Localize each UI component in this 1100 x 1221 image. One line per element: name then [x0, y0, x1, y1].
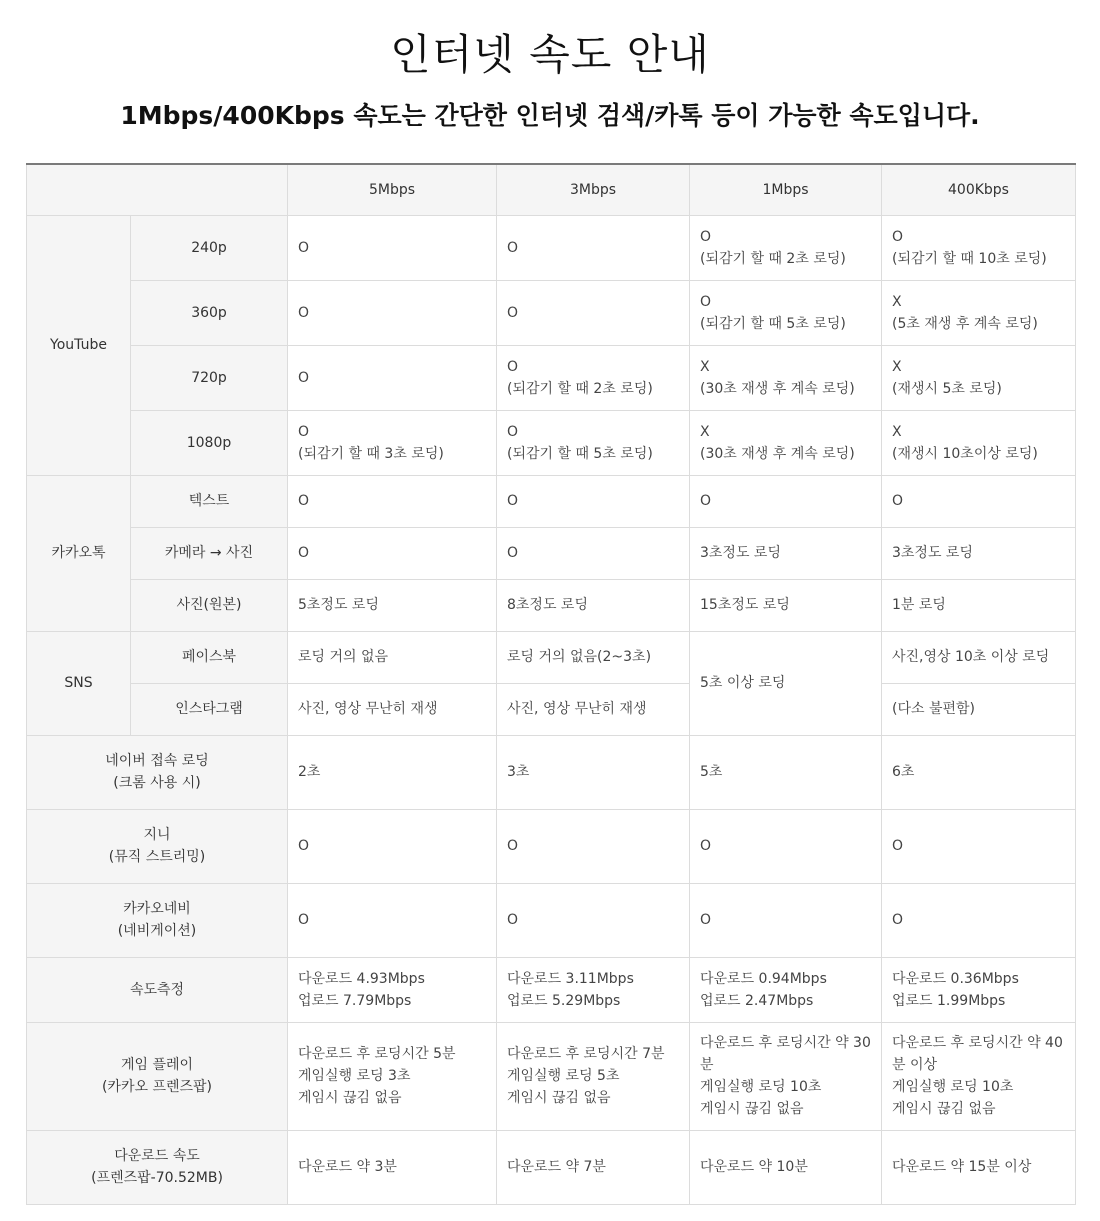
cell-text-line: 게임실행 로딩 10초: [892, 1079, 1014, 1095]
table-cell: [288, 579, 497, 631]
row-label: [27, 1130, 288, 1204]
cell-text-line: (되감기 할 때 10초 로딩): [892, 250, 1047, 267]
cell-text-line: 다운로드 0.36Mbps: [892, 970, 1019, 987]
cell-text-line: (뮤직 스트리밍): [108, 849, 206, 865]
table-cell: [690, 345, 882, 410]
table-cell: [288, 809, 497, 883]
table-cell: [690, 410, 882, 475]
cell-text-line: 15초정도 로딩: [700, 597, 790, 613]
cell-text-line: 5초 이상 로딩: [700, 675, 786, 691]
group-kakaotalk: 카카오톡: [27, 475, 131, 631]
cell-text-line: O: [298, 304, 310, 321]
cell-text-line: O: [700, 228, 712, 245]
cell-text-line: (30초 재생 후 계속 로딩): [700, 380, 855, 397]
cell-text-line: 분 이상: [892, 1057, 938, 1073]
row-label: 페이스북: [131, 631, 288, 683]
table-row: [27, 1130, 1076, 1204]
table-cell: [690, 957, 882, 1022]
row-label: 텍스트: [131, 475, 288, 527]
table-cell: [288, 957, 497, 1022]
table-cell: [690, 280, 882, 345]
cell-text-line: O: [507, 423, 519, 440]
cell-text-line: 업로드 5.29Mbps: [507, 992, 621, 1009]
cell-text-line: (되감기 할 때 2초 로딩): [700, 250, 846, 267]
table-cell: [497, 527, 690, 579]
cell-text-line: O: [700, 838, 712, 854]
cell-text-line: 다운로드 약 15분 이상: [892, 1159, 1032, 1175]
row-label: [27, 735, 288, 809]
header-1mbps: 1Mbps: [690, 164, 882, 215]
group-sns: SNS: [27, 631, 131, 735]
table-cell: [690, 809, 882, 883]
table-cell: [882, 410, 1076, 475]
table-cell: [497, 280, 690, 345]
cell-text-line: 로딩 거의 없음(2~3초): [507, 649, 652, 665]
cell-text-line: 8초정도 로딩: [507, 597, 588, 613]
table-row: [27, 280, 1076, 345]
cell-text-line: O: [700, 912, 712, 928]
table-row: [27, 809, 1076, 883]
cell-text-line: 다운로드 속도: [114, 1148, 200, 1164]
table-row: [27, 683, 1076, 735]
table-cell: [882, 475, 1076, 527]
cell-text-line: (되감기 할 때 5초 로딩): [507, 445, 653, 462]
table-row: [27, 475, 1076, 527]
cell-text-line: 다운로드 3.11Mbps: [507, 970, 634, 987]
table-cell: [497, 735, 690, 809]
cell-text-line: O: [298, 239, 310, 256]
cell-text-line: O: [700, 293, 712, 310]
table-row: [27, 883, 1076, 957]
cell-text-line: 카카오네비: [123, 901, 191, 917]
table-cell: [288, 475, 497, 527]
cell-text-line: 다운로드 약 7분: [507, 1159, 606, 1175]
cell-text-line: 다운로드 4.93Mbps: [298, 970, 425, 987]
cell-text-line: O: [892, 228, 904, 245]
page-title: 인터넷 속도 안내: [390, 30, 710, 79]
table-row: [27, 579, 1076, 631]
table-cell: [882, 1130, 1076, 1204]
cell-text-line: 게임시 끊김 없음: [298, 1090, 402, 1106]
cell-text-line: O: [507, 838, 519, 854]
cell-text-line: (재생시 10초이상 로딩): [892, 445, 1038, 462]
cell-text-line: O: [298, 369, 310, 386]
table-cell: [882, 631, 1076, 683]
cell-text-line: 속도측정: [129, 981, 185, 998]
table-cell: [497, 579, 690, 631]
table-cell: [288, 345, 497, 410]
table-cell: [288, 683, 497, 735]
cell-text-line: 게임시 끊김 없음: [507, 1090, 611, 1106]
cell-text-line: 업로드 1.99Mbps: [892, 992, 1006, 1009]
table-cell: [288, 215, 497, 280]
cell-text-line: 5초정도 로딩: [298, 597, 379, 613]
cell-text-line: O: [507, 912, 519, 928]
table-cell: [288, 1022, 497, 1130]
table-cell-merged: [690, 631, 882, 735]
cell-text-line: O: [700, 493, 712, 509]
table-row: [27, 345, 1076, 410]
header-corner-cell: [27, 164, 288, 215]
cell-text-line: O: [507, 239, 519, 256]
row-label: 1080p: [131, 410, 288, 475]
cell-text-line: (카카오 프렌즈팝): [101, 1079, 213, 1095]
table-cell: [497, 345, 690, 410]
table-cell: [882, 579, 1076, 631]
table-cell: [497, 631, 690, 683]
cell-text-line: (되감기 할 때 2초 로딩): [507, 380, 653, 397]
page-subtitle: 1Mbps/400Kbps 속도는 간단한 인터넷 검색/카톡 등이 가능한 속도입니다.: [120, 101, 980, 130]
table-cell: [882, 957, 1076, 1022]
cell-text-line: (다소 불편함): [892, 701, 975, 717]
cell-text-line: 6초: [892, 764, 915, 780]
cell-text-line: O: [507, 304, 519, 321]
row-label: [27, 809, 288, 883]
cell-text-line: 1분 로딩: [892, 597, 946, 613]
table-cell: [497, 683, 690, 735]
cell-text-line: O: [298, 493, 310, 509]
cell-text-line: (네비게이션): [117, 923, 197, 939]
table-cell: [497, 475, 690, 527]
cell-text-line: X: [892, 423, 902, 440]
table-cell: [497, 1022, 690, 1130]
table-cell: [882, 215, 1076, 280]
table-cell: [497, 215, 690, 280]
header-400kbps: 400Kbps: [882, 164, 1076, 215]
cell-text-line: (되감기 할 때 5초 로딩): [700, 315, 846, 332]
table-cell: [690, 579, 882, 631]
cell-text-line: 사진, 영상 무난히 재생: [298, 701, 438, 717]
table-cell: [882, 1022, 1076, 1130]
cell-text-line: (30초 재생 후 계속 로딩): [700, 445, 855, 462]
cell-text-line: O: [507, 358, 519, 375]
cell-text-line: 다운로드 약 10분: [700, 1159, 808, 1175]
table-cell: [497, 957, 690, 1022]
cell-text-line: 로딩 거의 없음: [298, 649, 389, 665]
cell-text-line: 게임실행 로딩 5초: [507, 1068, 620, 1084]
table-cell: [882, 735, 1076, 809]
table-cell: [882, 345, 1076, 410]
cell-text-line: O: [892, 493, 904, 509]
cell-text-line: 게임실행 로딩 10초: [700, 1079, 822, 1095]
cell-text-line: (되감기 할 때 3초 로딩): [298, 445, 444, 462]
cell-text-line: O: [507, 493, 519, 509]
cell-text-line: 게임시 끊김 없음: [892, 1101, 996, 1117]
cell-text-line: 네이버 접속 로딩: [105, 753, 209, 769]
row-label: 720p: [131, 345, 288, 410]
cell-text-line: O: [298, 545, 310, 561]
cell-text-line: 다운로드 후 로딩시간 약 40: [892, 1035, 1063, 1051]
table-cell: [288, 631, 497, 683]
table-row: [27, 735, 1076, 809]
cell-text-line: 2초: [298, 764, 321, 780]
cell-text-line: O: [298, 423, 310, 440]
table-row: [27, 410, 1076, 475]
cell-text-line: 사진, 영상 무난히 재생: [507, 701, 647, 717]
row-label: 인스타그램: [131, 683, 288, 735]
header-5mbps: 5Mbps: [288, 164, 497, 215]
row-label: 카메라 → 사진: [131, 527, 288, 579]
cell-text-line: 다운로드 후 로딩시간 약 30: [700, 1035, 871, 1051]
header-3mbps: 3Mbps: [497, 164, 690, 215]
table-cell: [690, 883, 882, 957]
table-row: [27, 527, 1076, 579]
cell-text-line: 3초: [507, 764, 530, 780]
cell-text-line: 다운로드 약 3분: [298, 1159, 397, 1175]
table-cell: [690, 215, 882, 280]
cell-text-line: (재생시 5초 로딩): [892, 380, 1002, 397]
row-label: [27, 1022, 288, 1130]
table-cell: [497, 883, 690, 957]
table-cell: [882, 280, 1076, 345]
table-cell: [497, 1130, 690, 1204]
cell-text-line: 지니: [143, 827, 171, 843]
row-label: 사진(원본): [131, 579, 288, 631]
table-cell: [690, 527, 882, 579]
cell-text-line: 분: [700, 1057, 714, 1073]
cell-text-line: 3초정도 로딩: [700, 545, 781, 561]
table-cell: [288, 735, 497, 809]
cell-text-line: 다운로드 후 로딩시간 5분: [298, 1046, 456, 1062]
cell-text-line: X: [700, 358, 710, 375]
table-cell: [288, 280, 497, 345]
cell-text-line: 업로드 7.79Mbps: [298, 992, 412, 1009]
table-cell: [288, 1130, 497, 1204]
table-row: [27, 957, 1076, 1022]
row-label: 240p: [131, 215, 288, 280]
table-cell: [690, 1130, 882, 1204]
cell-text-line: O: [298, 912, 310, 928]
cell-text-line: O: [298, 838, 310, 854]
table-cell: [288, 410, 497, 475]
table-cell: [497, 410, 690, 475]
table-cell: [882, 883, 1076, 957]
table-cell: [690, 475, 882, 527]
cell-text-line: 업로드 2.47Mbps: [700, 992, 814, 1009]
table-cell: [288, 883, 497, 957]
cell-text-line: 3초정도 로딩: [892, 545, 973, 561]
row-label: 360p: [131, 280, 288, 345]
cell-text-line: 게임 플레이: [120, 1057, 194, 1073]
cell-text-line: O: [892, 838, 904, 854]
cell-text-line: O: [892, 912, 904, 928]
cell-text-line: X: [700, 423, 710, 440]
table-row: [27, 1022, 1076, 1130]
table-cell: [882, 527, 1076, 579]
table-cell: [882, 683, 1076, 735]
cell-text-line: (프렌즈팝-70.52MB): [91, 1170, 223, 1186]
cell-text-line: (크롬 사용 시): [113, 775, 201, 791]
table-row: [27, 215, 1076, 280]
cell-text-line: X: [892, 293, 902, 310]
cell-text-line: 다운로드 0.94Mbps: [700, 970, 827, 987]
row-label: [27, 883, 288, 957]
table-cell: [690, 1022, 882, 1130]
row-label: [27, 957, 288, 1022]
cell-text-line: (5초 재생 후 계속 로딩): [892, 315, 1038, 332]
table-cell: [288, 527, 497, 579]
cell-text-line: 다운로드 후 로딩시간 7분: [507, 1046, 665, 1062]
cell-text-line: O: [507, 545, 519, 561]
group-youtube: YouTube: [27, 215, 131, 475]
table-row: [27, 631, 1076, 683]
speed-table: [26, 163, 1076, 1205]
cell-text-line: 사진,영상 10초 이상 로딩: [892, 649, 1050, 665]
table-cell: [497, 809, 690, 883]
cell-text-line: 게임시 끊김 없음: [700, 1101, 804, 1117]
table-cell: [882, 809, 1076, 883]
cell-text-line: 5초: [700, 764, 723, 780]
cell-text-line: X: [892, 358, 902, 375]
cell-text-line: 게임실행 로딩 3초: [298, 1068, 411, 1084]
table-cell: [690, 735, 882, 809]
